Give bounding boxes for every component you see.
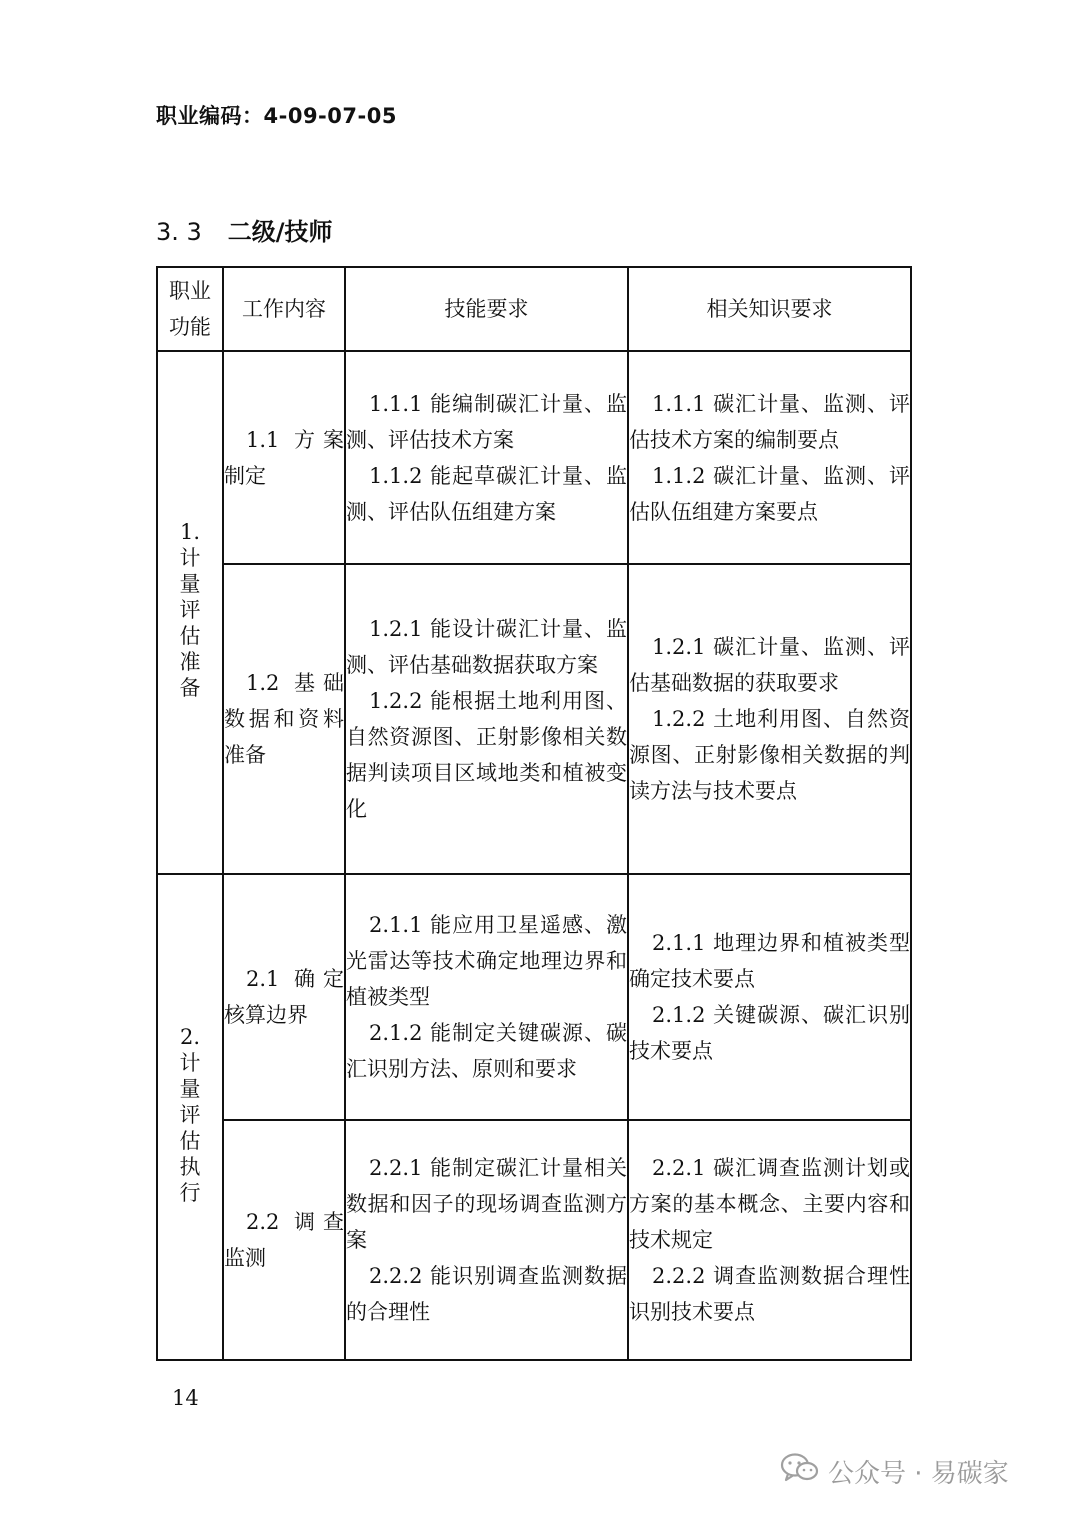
- skill-item: 1.1.1 能编制碳汇计量、监测、评估技术方案: [346, 391, 627, 452]
- wechat-icon: [780, 1452, 828, 1491]
- skill-item: 2.1.1 能应用卫星遥感、激光雷达等技术确定地理边界和植被类型: [346, 913, 627, 1009]
- skill-item: 1.2.1 能设计碳汇计量、监测、评估基础数据获取方案: [346, 617, 627, 677]
- skills-cell: [345, 874, 628, 1120]
- knowledge-cell: [628, 564, 911, 874]
- table-row: [157, 1120, 911, 1360]
- work-content-cell: [223, 874, 345, 1120]
- skills-cell: [345, 351, 628, 564]
- knowledge-item: 2.2.2 调查监测数据合理性识别技术要点: [629, 1264, 910, 1324]
- knowledge-item: 1.2.1 碳汇计量、监测、评估基础数据的获取要求: [629, 635, 910, 695]
- col-header-work: 工作内容: [223, 267, 345, 351]
- section-number: 3. 3: [156, 218, 202, 246]
- knowledge-cell: [628, 874, 911, 1120]
- knowledge-item: 1.2.2 土地利用图、自然资源图、正射影像相关数据的判读方法与技术要点: [629, 707, 910, 803]
- work-content-cell: [223, 1120, 345, 1360]
- section-heading: [156, 212, 333, 247]
- col-header-skills: 技能要求: [345, 267, 628, 351]
- function-label: 1. 计 量 评 估 准 备: [179, 520, 201, 700]
- table-header-row: [157, 267, 911, 351]
- function-label: 2. 计 量 评 估 执 行: [179, 1024, 201, 1205]
- watermark: [780, 1452, 1009, 1491]
- work-content-cell: [223, 351, 345, 564]
- work-content-cell: [223, 564, 345, 874]
- table-row: [157, 564, 911, 874]
- skill-item: 1.2.2 能根据土地利用图、自然资源图、正射影像相关数据判读项目区域地类和植被变化: [346, 689, 627, 821]
- knowledge-item: 2.1.2 关键碳源、碳汇识别技术要点: [629, 1003, 910, 1063]
- skills-table: [156, 266, 912, 1361]
- function-cell: [157, 351, 223, 874]
- skills-cell: [345, 564, 628, 874]
- knowledge-item: 1.1.1 碳汇计量、监测、评估技术方案的编制要点: [629, 391, 910, 452]
- knowledge-item: 2.2.1 碳汇调查监测计划或方案的基本概念、主要内容和技术规定: [629, 1156, 910, 1252]
- table-row: [157, 874, 911, 1120]
- col-header-function: 职业 功能: [157, 267, 223, 351]
- knowledge-cell: [628, 1120, 911, 1360]
- skill-item: 1.1.2 能起草碳汇计量、监测、评估队伍组建方案: [346, 463, 627, 524]
- work-content-text: 1.1 方案制定: [224, 427, 344, 488]
- knowledge-item: 2.1.1 地理边界和植被类型确定技术要点: [629, 931, 910, 991]
- page-number: 14: [172, 1386, 199, 1410]
- knowledge-cell: [628, 351, 911, 564]
- skill-item: 2.2.2 能识别调查监测数据的合理性: [346, 1264, 627, 1324]
- section-title: 二级/技师: [227, 218, 333, 246]
- function-cell: [157, 874, 223, 1360]
- skill-item: 2.2.1 能制定碳汇计量相关数据和因子的现场调查监测方案: [346, 1156, 627, 1252]
- col-header-knowledge: 相关知识要求: [628, 267, 911, 351]
- occupation-code: 职业编码：4-09-07-05: [156, 104, 397, 128]
- skills-cell: [345, 1120, 628, 1360]
- watermark-text: 公众号 · 易碳家: [828, 1459, 1009, 1489]
- work-content-text: 2.2 调查监测: [224, 1210, 344, 1270]
- work-content-text: 1.2 基础数据和资料准备: [224, 671, 344, 767]
- work-content-text: 2.1 确定核算边界: [224, 967, 344, 1027]
- knowledge-item: 1.1.2 碳汇计量、监测、评估队伍组建方案要点: [629, 463, 910, 524]
- skill-item: 2.1.2 能制定关键碳源、碳汇识别方法、原则和要求: [346, 1021, 627, 1081]
- table-row: [157, 351, 911, 564]
